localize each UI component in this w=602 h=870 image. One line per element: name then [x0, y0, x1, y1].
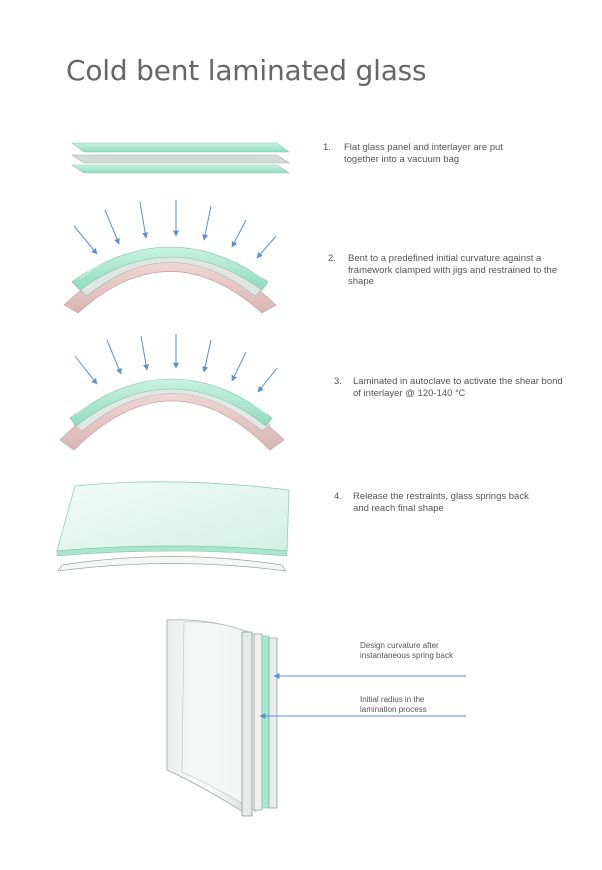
step-1-description: Flat glass panel and interlayer are put together into a vacuum bag — [344, 142, 503, 165]
step-4-description: Release the restraints, glass springs back and reach final shape — [353, 491, 529, 514]
step-2-description: Bent to a predefined initial curvature against a framework clamped with jigs and restrained to the shape — [348, 253, 558, 287]
step-2-number: 2. — [328, 253, 336, 264]
step-4-number: 4. — [334, 491, 342, 502]
step-3-main-text: Laminated in autoclave to activate the shear bond of interlayer @ 120-140 — [353, 376, 563, 399]
released-panel-illustration — [57, 482, 289, 571]
design-curvature-label: Design curvature after instantaneous spring back — [360, 641, 453, 660]
autoclave-lamination-illustration — [60, 376, 284, 450]
curved-sheets-illustration — [167, 620, 277, 816]
bending-framework-illustration — [64, 244, 276, 313]
page-title: Cold bent laminated glass — [66, 54, 427, 87]
flat-glass-stack-illustration — [72, 143, 289, 173]
step-3-unit: °C — [455, 387, 466, 398]
initial-radius-label: Initial radius in the lamination process — [360, 695, 427, 714]
step-3-number: 3. — [334, 376, 342, 387]
step-1-number: 1. — [323, 142, 331, 153]
step-3-description — [353, 376, 563, 399]
